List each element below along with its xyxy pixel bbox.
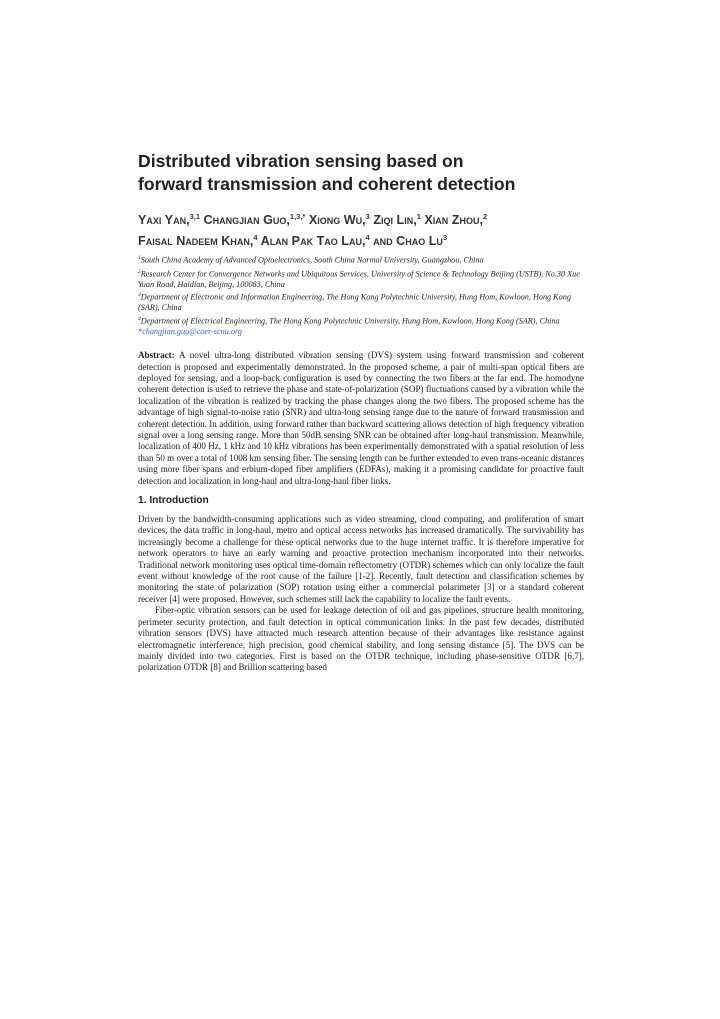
affiliation-1 (138, 253, 584, 266)
author-sup: 3 (365, 212, 370, 221)
author-name: Xian Zhou, (420, 213, 483, 228)
author-sup: 3,1 (189, 212, 201, 221)
affiliation-sup: 1 (138, 255, 141, 262)
affiliation-text: South China Academy of Advanced Optoelectronics, South China Normal University, Guangzhou, China (140, 256, 484, 266)
author-name: Faisal Nadeem Khan, (138, 234, 254, 249)
author-name: Alan Pak Tao Lau, (257, 234, 366, 249)
abstract-text: A novel ultra-long distributed vibration sensing (DVS) system using forward transmission and coherent detection is proposed and experimentally demonstrated. In the proposed scheme, a pair of multi-span optical fibers are deployed for sensing, and a loop-back configuration is used by connecting the two fibers at the far end. The homodyne coherent detection is used to retrieve the phase and state-of-polarization (SOP) fluctuations caused by a vibration while the localization of the vibration is realized by tracking the phase changes along the two fibers. The proposed scheme has the advantage of high signal-to-noise ratio (SNR) and ultra-long sensing range due to the nature of forward transmission and coherent detection. In addition, using forward rather than backward scattering allows detection of high frequency vibration signal over a long sensing range. More than 50dB sensing SNR can be obtained after long-haul transmission. Meanwhile, localization of 400 Hz, 1 kHz and 10 kHz vibrations has been experimentally demonstrated with a spatial resolution of less than 50 m over a total of 1008 km sensing fiber. The sensing length can be further extended to even trans-oceanic distances using more fiber spans and erbium-doped fiber amplifiers (EDFAs), making it a promising candidate for proactive fault detection and localization in long-haul and ultra-long-haul fiber links. (138, 350, 585, 486)
author-sup: 3 (442, 233, 448, 243)
author-line-1 (138, 208, 584, 229)
author-name: and Chao Lu (369, 234, 443, 249)
affiliations (138, 253, 584, 337)
affiliation-text: Department of Electronic and Information Engineering, The Hong Kong Polytechnic University, Hung Hom, Kowloon, Hong Kong (SAR), China (138, 292, 571, 313)
author-sup: 1,3,* (289, 212, 306, 221)
abstract (138, 350, 584, 487)
affiliation-4 (138, 314, 584, 327)
author-sup: 1 (416, 212, 421, 221)
author-name: Yaxi Yan, (138, 213, 190, 228)
affiliation-3 (138, 290, 584, 314)
title-line-1: Distributed vibration sensing based on (138, 151, 464, 171)
paper-page (138, 150, 584, 674)
author-name: Changjian Guo, (200, 213, 290, 228)
affiliation-2 (138, 267, 584, 291)
corresponding-email-link[interactable]: *changjian.guo@coer-scnu.org (138, 326, 242, 336)
affiliation-text: Research Center for Convergence Networks and Ubiquitous Services, University of Science & Technology Beijing (USTB), No.30 Xue Yuan Road, Haidian, Beijing, 100083, China (138, 269, 580, 289)
affiliation-text: Department of Electrical Engineering, The Hong Kong Polytechnic University, Hung Hom, Kowloon, Hong Kong (SAR), China (140, 316, 560, 326)
paper-title (138, 150, 584, 196)
intro-paragraph-1: Driven by the bandwidth-consuming applications such as video streaming, cloud computing, and proliferation of smart devices, the data traffic in long-haul, metro and optical access networks has increased dramatically. The survivability has increasingly become a challenge for these optical networks due to the huge internet traffic. It is therefore imperative for network operators to have an early warning and proactive protection mechanism incorporated into their networks. Traditional network monitoring uses optical time-domain reflectometry (OTDR) schemes which can only localize the fault event without knowledge of the root cause of the failure [1-2]. Recently, fault detection and classification schemes by monitoring the state of polarization (SOP) rotation using either a commercial polarimeter [3] or a standard coherent receiver [4] were proposed. However, such schemes still lack the capability to localize the fault events. (138, 514, 584, 604)
author-name: Xiong Wu, (305, 213, 366, 228)
author-line-2 (138, 229, 584, 250)
affiliation-sup: 2 (138, 268, 141, 275)
author-name: Ziqi Lin, (369, 213, 417, 228)
section-heading-introduction: 1. Introduction (138, 495, 209, 507)
affiliation-sup: 4 (138, 315, 141, 322)
author-sup: 2 (482, 212, 488, 221)
title-line-2: forward transmission and coherent detection (138, 174, 516, 194)
author-list (138, 208, 584, 250)
author-sup: 4 (253, 233, 258, 243)
author-sup: 4 (365, 233, 370, 243)
intro-paragraph-2: Fiber-optic vibration sensors can be used for leakage detection of oil and gas pipelines, structure health monitoring, perimeter security protection, and fault detection in optical communication links. In the past few decades, distributed vibration sensors (DVS) have attracted much research attention because of their advantages like resistance against electromagnetic interference, high precision, good chemical stability, and long sensing distance [5]. The DVS can be mainly divided into two categories. First is based on the OTDR technique, including phase-sensitive OTDR [6,7], polarization OTDR [8] and Brillion scattering based (138, 605, 584, 673)
affiliation-sup: 3 (138, 292, 141, 299)
abstract-label: Abstract: (138, 350, 175, 361)
